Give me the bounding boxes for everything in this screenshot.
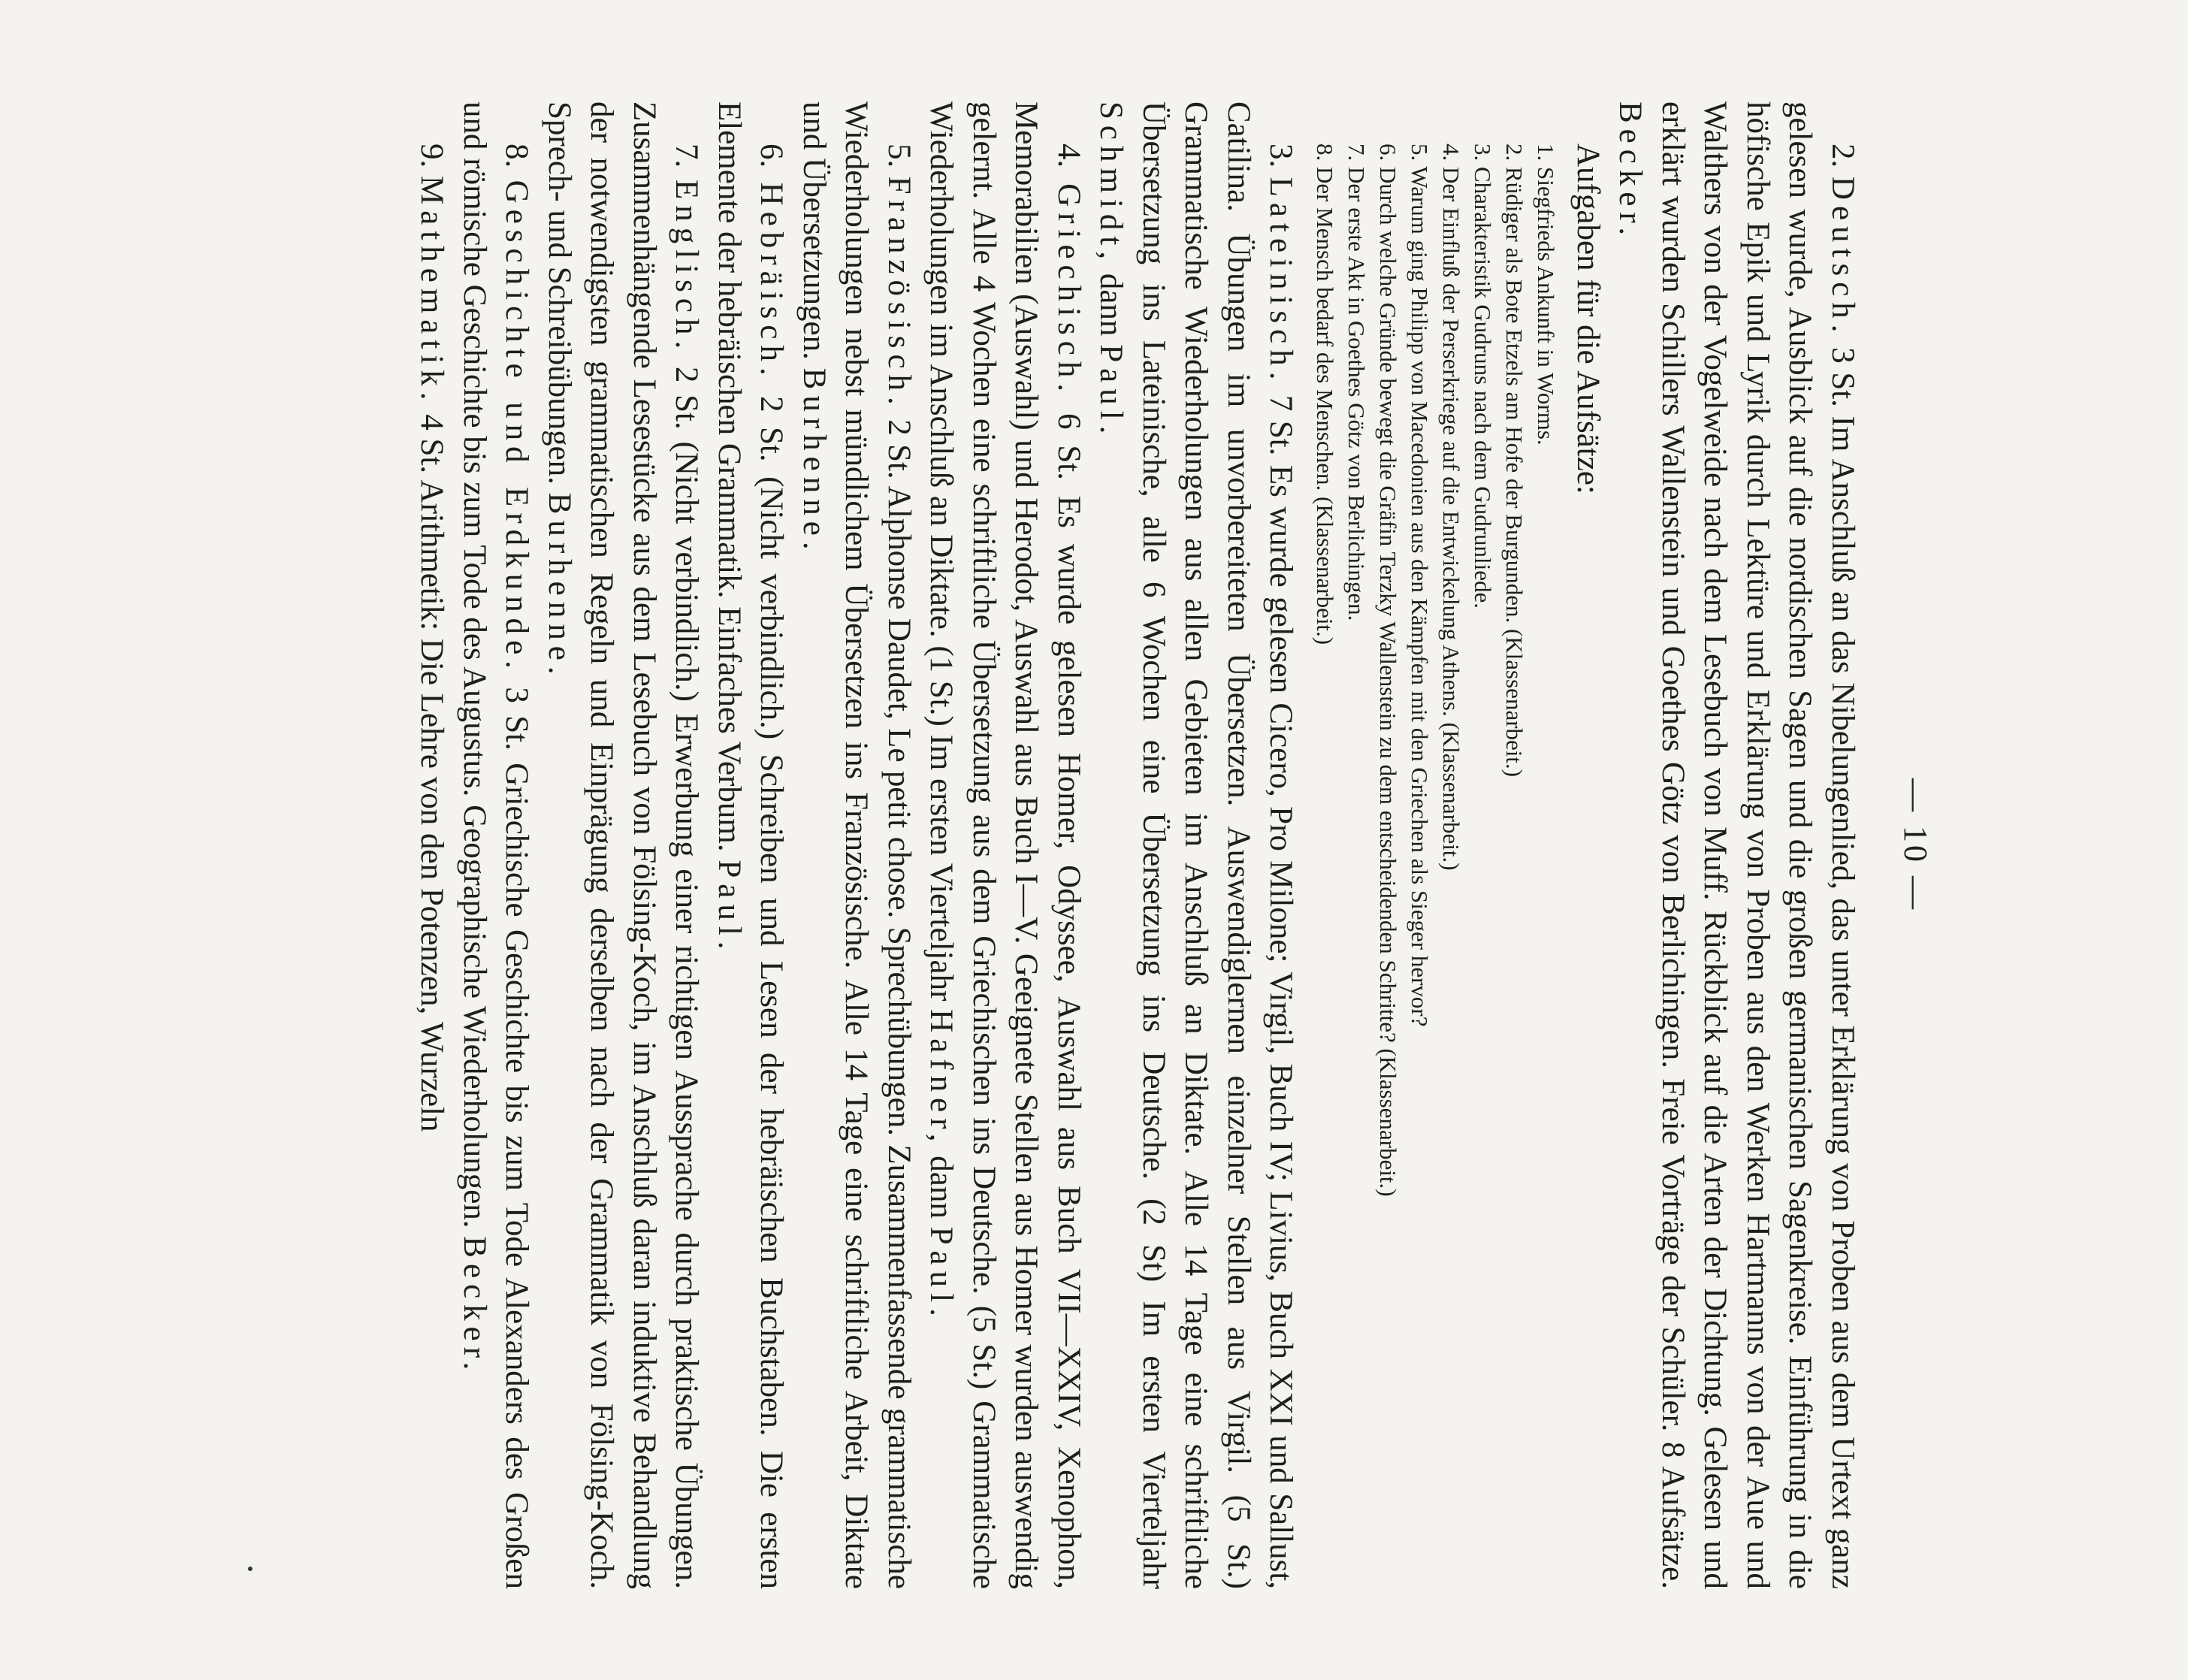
section-number: 3. [1263, 144, 1299, 168]
section-text: 2 St. Alphonse Daudet, Le petit chose. Sprechübungen. Zusammenfassende grammatische Wiederholungen nebst mündlichem Übersetzen ins Französische. Alle 14 Tage eine schriftliche Arbeit, Diktate und Übersetzungen. [796, 101, 917, 1590]
teacher-name: Burhenne. [796, 367, 832, 556]
essay-item: 4. Der Einfluß der Perserkriege auf die Entwickelung Athens. (Klassenarbeit.) [1438, 144, 1465, 871]
essay-list-title: Aufgaben für die Aufsätze: [1570, 144, 1606, 494]
essay-item: 1. Siegfrieds Ankunft in Worms. [1533, 144, 1560, 446]
section-franzoesisch [793, 101, 920, 1589]
teacher-name: Paul. [712, 860, 747, 956]
section-englisch [538, 101, 708, 1589]
section-text: 7 St. Es wurde gelesen Cicero, Pro Milone; Virgil, Buch IV; Livius, Buch XXI und Sallust, Catilina. Übungen im unvorbereiteten Übersetzen. Auswendiglernen einzelner Stellen aus Virgil. (5 St.) Grammatische Wiederholungen aus allen Gebieten im Anschluß an Diktate. Alle 14 Tage eine schriftliche Übersetzung ins Lateinische, alle 6 Wochen eine Übersetzung ins Deutsche. (2 St) Im ersten Vierteljahr [1136, 101, 1299, 1590]
section-deutsch [1609, 101, 1863, 1589]
teacher-name: Hafner, [923, 1009, 960, 1148]
subject-heading: Geschichte und Erdkunde. [499, 180, 535, 675]
subject-heading: Englisch. [669, 179, 705, 355]
section-geschichte [453, 101, 538, 1589]
section-text: 2 St. (Nicht verbindlich.) Schreiben und Lesen der hebräischen Buchstaben. Die ersten Elemente der hebräischen Grammatik. Einfaches Verbum. [712, 101, 790, 1590]
subject-heading: Griechisch. [1051, 183, 1086, 398]
teacher-name: Paul. [923, 1226, 960, 1322]
section-griechisch [920, 101, 1089, 1589]
essay-item: 3. Charakteristik Gudruns nach dem Gudrunliede. [1470, 144, 1497, 609]
teacher-name: Paul. [1093, 344, 1129, 440]
section-hebraeisch [708, 101, 793, 1589]
section-number: 9. [414, 144, 450, 168]
essay-item: 2. Rüdiger als Bote Etzels am Hofe der Burgunden. (Klassenarbeit.) [1501, 144, 1528, 778]
subject-heading: Mathematik. [414, 176, 450, 406]
section-text: 4 St. Arithmetik: Die Lehre von den Potenzen, Wurzeln [414, 414, 450, 1132]
section-number: 7. [669, 144, 705, 168]
subject-heading: Lateinisch. [1263, 177, 1299, 386]
section-number: 4. [1051, 144, 1086, 168]
essay-item: 5. Warum ging Philipp von Macedonien aus den Kämpfen mit den Griechen als Sieger hervor? [1407, 144, 1434, 1027]
section-number: 2. [1825, 144, 1860, 168]
teacher-name: Becker. [457, 1236, 492, 1376]
teacher-name: Schmidt, [1093, 101, 1129, 266]
section-text: 3 St. Im Anschluß an das Nibelungenlied, das unter Erklärung von Proben aus dem Urtext ganz gelesen wurde, Ausblick auf die nordischen Sagen und die großen germanischen Sagenkreise. Einführung in die höfische Epik und Lyrik durch Lektüre und Erklärung von Proben aus den Werken Hartmanns von der Aue und Walthers von der Vogelweide nach dem Lesebuch von Muff. Rückblick auf die Arten der Dichtung. Gelesen und erklärt wurden Schillers Wallenstein und Goethes Götz von Berlichingen. Freie Vorträge der Schüler. 8 Aufsätze. [1655, 101, 1860, 1590]
connector-text: dann [1093, 273, 1129, 337]
section-number: 8. [499, 144, 535, 168]
section-text: 3 St. Griechische Geschichte bis zum Tode Alexanders des Großen und römische Geschichte bis zum Tode des Augustus. Geographische Wiederholungen. [457, 101, 535, 1590]
page-number: — 10 — [1897, 778, 1934, 912]
section-mathematik [410, 101, 453, 1589]
subject-heading: Deutsch. [1825, 176, 1860, 339]
section-number: 6. [754, 144, 790, 168]
essay-item: 6. Durch welche Gründe bewegt die Gräfin Terzky Wallenstein zu dem entscheidenden Schritte? (Klassenarbeit.) [1375, 144, 1402, 1197]
subject-heading: Französisch. [881, 176, 917, 411]
ink-dot [248, 1567, 252, 1571]
essay-item: 7. Der erste Akt in Goethes Götz von Berlichingen. [1343, 144, 1371, 621]
section-text: 2 St. (Nicht verbindlich.) Erwerbung einer richtigen Aussprache durch praktische Übungen. Zusammenhängende Lesestücke aus dem Lesebuch von Fölsing-Koch, im Anschluß daran induktive Behandlung der notwendigsten grammatischen Regeln und Einprägung derselben nach der Grammatik von Fölsing-Koch. Sprech- und Schreibübungen. [542, 101, 705, 1589]
rotated-page [26, 101, 1935, 1589]
connector-text: dann [923, 1156, 960, 1219]
essay-item: 8. Der Mensch bedarf des Menschen. (Klassenarbeit.) [1312, 144, 1339, 645]
section-text: 6 St. Es wurde gelesen Homer, Odyssee, Auswahl aus Buch VII—XXIV, Xenophon, Memorabilien (Auswahl) und Herodot, Auswahl aus Buch I—V. Geeignete Stellen aus Homer wurden auswendig gelernt. Alle 4 Wochen eine schriftliche Übersetzung aus dem Griechischen ins Deutsche. (5 St.) Grammatische Wiederholungen im Anschluß an Diktate. (1 St.) Im ersten Vierteljahr [923, 101, 1086, 1590]
subject-heading: Hebräisch. [754, 182, 790, 382]
section-latein [1089, 101, 1302, 1589]
section-number: 5. [881, 144, 917, 168]
teacher-name: Burhenne. [542, 492, 577, 681]
teacher-name: Becker. [1612, 101, 1649, 242]
essay-list [1310, 101, 1562, 1589]
